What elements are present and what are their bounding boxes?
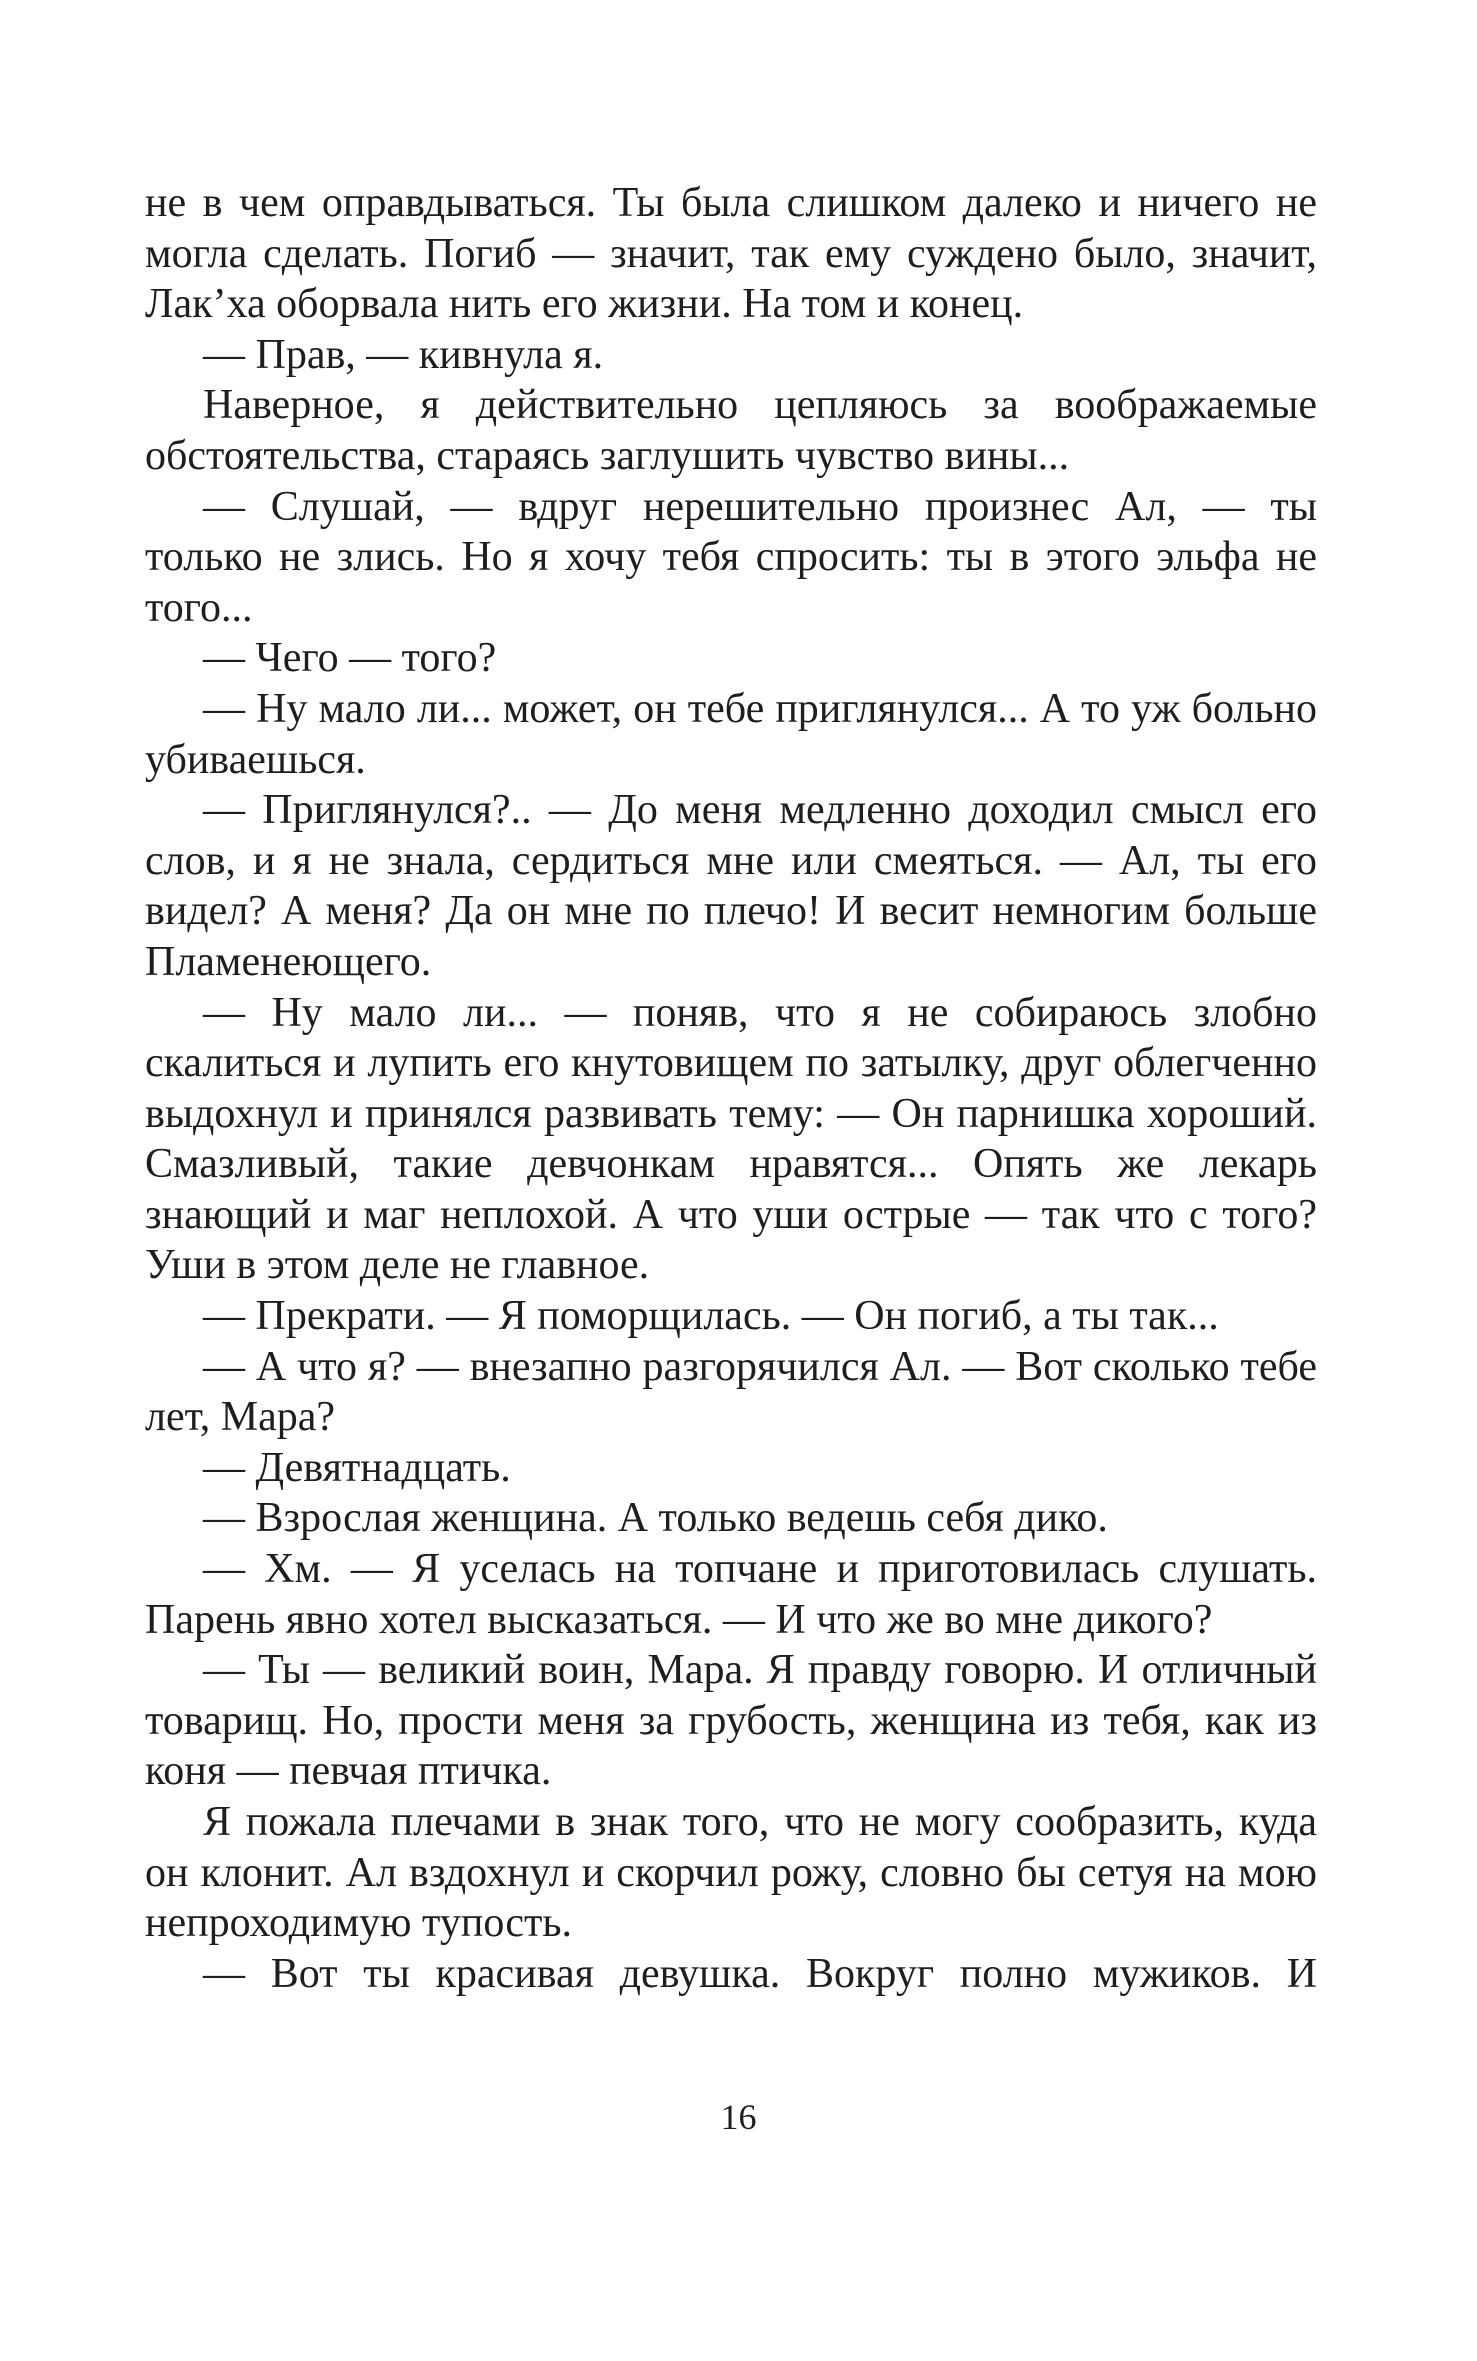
paragraph: — Ты — великий воин, Мара. Я правду говорю. И отличный товарищ. Но, прости меня за грубость, женщина из тебя, как из коня — певчая птичка. bbox=[145, 1647, 1317, 1795]
paragraph: — Чего — того? bbox=[203, 635, 497, 682]
paragraph: не в чем оправдываться. Ты была слишком далеко и ничего не могла сделать. Погиб — значит, так ему суждено было, значит, Лак’ха оборвала нить его жизни. На том и конец. bbox=[145, 180, 1317, 328]
paragraph: — Прав, — кивнула я. bbox=[203, 331, 604, 378]
paragraph: — Слушай, — вдруг нерешительно произнес Ал, — ты только не злись. Но я хочу тебя спросить: ты в этого эльфа не того... bbox=[145, 483, 1317, 631]
page-body bbox=[145, 178, 1317, 1999]
page-number: 16 bbox=[720, 2097, 757, 2137]
paragraph: — А что я? — внезапно разгорячился Ал. — Вот сколько тебе лет, Мара? bbox=[145, 1343, 1317, 1441]
paragraph: — Хм. — Я уселась на топчане и приготовилась слушать. Парень явно хотел высказаться. — И что же во мне дикого? bbox=[145, 1546, 1317, 1643]
paragraph: — Приглянулся?.. — До меня медленно доходил смысл его слов, и я не знала, сердиться мне или смеяться. — Ал, ты его видел? А меня? Да он мне по плечо! И весит немногим больше Пламенеющего. bbox=[145, 787, 1317, 985]
paragraph: — Ну мало ли... — поняв, что я не собираюсь злобно скалиться и лупить его кнутовищем по затылку, друг облегченно выдохнул и принялся развивать тему: — Он парнишка хороший. Смазливый, такие девчонкам нравятся... Опять же лекарь знающий и маг неплохой. А что уши острые — так что с того? Уши в этом деле не главное. bbox=[145, 989, 1317, 1289]
paragraph: — Вот ты красивая девушка. Вокруг полно мужиков. И bbox=[203, 1950, 1317, 1997]
paragraph: Я пожала плечами в знак того, что не могу сообразить, куда он клонит. Ал вздохнул и скорчил рожу, словно бы сетуя на мою непроходимую тупость. bbox=[145, 1799, 1317, 1947]
paragraph: — Ну мало ли... может, он тебе приглянулся... А то уж больно убиваешься. bbox=[145, 685, 1317, 783]
paragraph: — Прекрати. — Я поморщилась. — Он погиб, а ты так... bbox=[203, 1293, 1219, 1340]
paragraph: — Взрослая женщина. А только ведешь себя дико. bbox=[203, 1495, 1108, 1542]
paragraph: Наверное, я действительно цепляюсь за воображаемые обстоятельства, стараясь заглушить чувство вины... bbox=[145, 382, 1317, 479]
paragraph: — Девятнадцать. bbox=[203, 1444, 511, 1491]
